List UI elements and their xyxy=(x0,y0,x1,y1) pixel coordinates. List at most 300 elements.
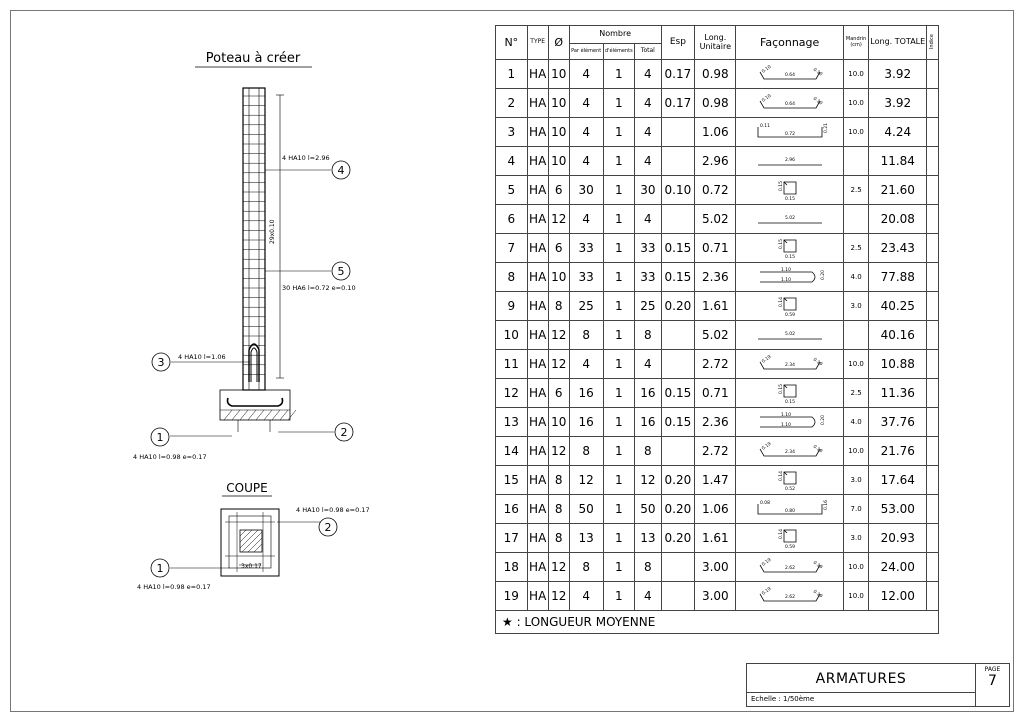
table-row xyxy=(496,292,939,321)
row-type: HA xyxy=(527,234,548,263)
header-mandrin: Mandrin (cm) xyxy=(843,26,868,60)
row-esp: 0.20 xyxy=(661,495,695,524)
table-row xyxy=(496,60,939,89)
label-bar-1: 4 HA10 l=0.98 e=0.17 xyxy=(133,453,207,461)
row-mandrin: 10.0 xyxy=(843,118,868,147)
row-nb-elements: 1 xyxy=(603,176,635,205)
svg-text:0.10: 0.10 xyxy=(760,64,773,75)
row-long-total: 4.24 xyxy=(869,118,927,147)
row-esp xyxy=(661,118,695,147)
row-long-unit: 0.72 xyxy=(695,176,736,205)
row-diameter: 6 xyxy=(548,379,569,408)
header-esp: Esp xyxy=(661,26,695,60)
svg-text:2.34: 2.34 xyxy=(784,450,795,455)
row-nb-elements: 1 xyxy=(603,466,635,495)
svg-text:2: 2 xyxy=(340,426,348,439)
table-row xyxy=(496,553,939,582)
row-long-unit: 0.98 xyxy=(695,89,736,118)
coupe-dimension: 3x0.17 xyxy=(241,563,262,570)
row-number: 2 xyxy=(496,89,528,118)
row-diameter: 10 xyxy=(548,60,569,89)
row-long-total: 12.00 xyxy=(869,582,927,611)
column-drawing xyxy=(0,0,480,724)
svg-text:0.14: 0.14 xyxy=(778,470,784,481)
row-esp: 0.15 xyxy=(661,234,695,263)
row-shape-diagram xyxy=(736,263,844,292)
row-long-total: 53.00 xyxy=(869,495,927,524)
row-total: 4 xyxy=(635,582,661,611)
row-total: 33 xyxy=(635,234,661,263)
table-row xyxy=(496,118,939,147)
row-number: 12 xyxy=(496,379,528,408)
row-diameter: 12 xyxy=(548,582,569,611)
row-number: 18 xyxy=(496,553,528,582)
row-diameter: 12 xyxy=(548,553,569,582)
svg-text:1.10: 1.10 xyxy=(780,268,791,273)
header-num: N° xyxy=(496,26,528,60)
row-indice xyxy=(927,263,939,292)
table-row xyxy=(496,524,939,553)
row-long-unit: 0.71 xyxy=(695,234,736,263)
row-total: 16 xyxy=(635,408,661,437)
svg-text:0.16: 0.16 xyxy=(823,499,829,510)
svg-text:0.19: 0.19 xyxy=(760,441,773,452)
row-number: 1 xyxy=(496,60,528,89)
row-diameter: 12 xyxy=(548,321,569,350)
row-long-total: 3.92 xyxy=(869,60,927,89)
svg-text:0.10: 0.10 xyxy=(760,93,773,104)
row-shape-diagram xyxy=(736,466,844,495)
row-total: 4 xyxy=(635,147,661,176)
row-diameter: 10 xyxy=(548,147,569,176)
header-diameter: Ø xyxy=(548,26,569,60)
row-diameter: 10 xyxy=(548,263,569,292)
row-esp: 0.17 xyxy=(661,89,695,118)
row-long-total: 17.64 xyxy=(869,466,927,495)
row-diameter: 8 xyxy=(548,524,569,553)
svg-text:0.59: 0.59 xyxy=(784,545,795,549)
row-long-unit: 2.36 xyxy=(695,263,736,292)
row-indice xyxy=(927,205,939,234)
svg-text:0.19: 0.19 xyxy=(811,560,823,571)
svg-text:0.19: 0.19 xyxy=(811,589,823,600)
svg-text:4: 4 xyxy=(337,164,345,177)
header-type: TYPE xyxy=(527,26,548,60)
row-type: HA xyxy=(527,350,548,379)
row-type: HA xyxy=(527,466,548,495)
row-indice xyxy=(927,60,939,89)
header-nombre: Nombre xyxy=(569,26,661,44)
row-esp xyxy=(661,437,695,466)
row-mandrin xyxy=(843,205,868,234)
marker-4 xyxy=(332,161,350,179)
svg-text:0.20: 0.20 xyxy=(820,414,826,425)
row-long-total: 10.88 xyxy=(869,350,927,379)
row-diameter: 8 xyxy=(548,466,569,495)
row-long-unit: 1.06 xyxy=(695,495,736,524)
coupe-marker-2 xyxy=(319,518,337,536)
row-nb-elements: 1 xyxy=(603,350,635,379)
svg-text:0.64: 0.64 xyxy=(784,73,795,78)
row-shape-diagram xyxy=(736,379,844,408)
row-par-element: 33 xyxy=(569,234,603,263)
svg-text:5.02: 5.02 xyxy=(784,216,795,221)
row-mandrin: 4.0 xyxy=(843,263,868,292)
svg-text:0.15: 0.15 xyxy=(778,180,784,191)
row-shape-diagram xyxy=(736,524,844,553)
svg-text:1: 1 xyxy=(156,431,164,444)
row-indice xyxy=(927,147,939,176)
row-par-element: 4 xyxy=(569,582,603,611)
row-nb-elements: 1 xyxy=(603,408,635,437)
row-type: HA xyxy=(527,321,548,350)
svg-text:0.15: 0.15 xyxy=(784,255,795,259)
row-shape-diagram xyxy=(736,147,844,176)
row-type: HA xyxy=(527,205,548,234)
row-shape-diagram xyxy=(736,234,844,263)
row-total: 8 xyxy=(635,553,661,582)
row-number: 15 xyxy=(496,466,528,495)
row-number: 16 xyxy=(496,495,528,524)
row-indice xyxy=(927,408,939,437)
coupe-label-1: 4 HA10 l=0.98 e=0.17 xyxy=(137,583,211,591)
svg-text:0.11: 0.11 xyxy=(759,124,770,129)
row-nb-elements: 1 xyxy=(603,437,635,466)
header-nb-elements: d'éléments xyxy=(603,44,635,60)
table-row xyxy=(496,350,939,379)
row-mandrin: 3.0 xyxy=(843,524,868,553)
row-par-element: 4 xyxy=(569,147,603,176)
row-number: 10 xyxy=(496,321,528,350)
svg-text:0.15: 0.15 xyxy=(778,238,784,249)
row-indice xyxy=(927,466,939,495)
row-nb-elements: 1 xyxy=(603,89,635,118)
row-par-element: 8 xyxy=(569,553,603,582)
row-par-element: 8 xyxy=(569,437,603,466)
row-shape-diagram xyxy=(736,350,844,379)
coupe-marker-1 xyxy=(151,559,169,577)
svg-text:0.19: 0.19 xyxy=(760,557,773,568)
row-mandrin: 10.0 xyxy=(843,60,868,89)
row-total: 12 xyxy=(635,466,661,495)
row-type: HA xyxy=(527,60,548,89)
marker-2 xyxy=(335,423,353,441)
row-par-element: 30 xyxy=(569,176,603,205)
row-type: HA xyxy=(527,176,548,205)
row-long-total: 11.36 xyxy=(869,379,927,408)
svg-text:2.34: 2.34 xyxy=(784,363,795,368)
row-mandrin: 10.0 xyxy=(843,437,868,466)
row-number: 3 xyxy=(496,118,528,147)
coupe-title: COUPE xyxy=(226,481,268,495)
svg-text:1.10: 1.10 xyxy=(780,278,791,283)
svg-text:0.10: 0.10 xyxy=(811,67,823,78)
label-bar-5: 30 HA6 l=0.72 e=0.10 xyxy=(282,284,356,292)
header-par-element: Par élément xyxy=(569,44,603,60)
table-row xyxy=(496,89,939,118)
sheet-title: ARMATURES xyxy=(746,663,976,693)
row-par-element: 16 xyxy=(569,408,603,437)
row-long-total: 11.84 xyxy=(869,147,927,176)
row-par-element: 33 xyxy=(569,263,603,292)
row-long-unit: 3.00 xyxy=(695,553,736,582)
row-mandrin: 2.5 xyxy=(843,176,868,205)
footer-note: ★ : LONGUEUR MOYENNE xyxy=(496,611,939,634)
row-type: HA xyxy=(527,379,548,408)
row-par-element: 4 xyxy=(569,89,603,118)
marker-3 xyxy=(152,353,170,371)
svg-text:1.10: 1.10 xyxy=(780,413,791,418)
row-long-unit: 0.71 xyxy=(695,379,736,408)
header-faconnage: Façonnage xyxy=(736,26,844,60)
row-esp xyxy=(661,582,695,611)
row-total: 4 xyxy=(635,205,661,234)
coupe-label-2: 4 HA10 l=0.98 e=0.17 xyxy=(296,506,370,514)
row-number: 13 xyxy=(496,408,528,437)
header-total: Total xyxy=(635,44,661,60)
svg-text:2.62: 2.62 xyxy=(784,595,795,600)
svg-text:0.10: 0.10 xyxy=(811,96,823,107)
label-bar-4: 4 HA10 l=2.96 xyxy=(282,154,330,162)
row-long-total: 3.92 xyxy=(869,89,927,118)
row-shape-diagram xyxy=(736,408,844,437)
svg-text:0.64: 0.64 xyxy=(784,102,795,107)
row-nb-elements: 1 xyxy=(603,263,635,292)
row-total: 4 xyxy=(635,89,661,118)
row-mandrin: 2.5 xyxy=(843,234,868,263)
row-diameter: 6 xyxy=(548,176,569,205)
row-par-element: 4 xyxy=(569,350,603,379)
row-mandrin: 10.0 xyxy=(843,582,868,611)
svg-text:0.19: 0.19 xyxy=(811,444,823,455)
row-number: 5 xyxy=(496,176,528,205)
row-nb-elements: 1 xyxy=(603,379,635,408)
row-esp: 0.15 xyxy=(661,263,695,292)
row-shape-diagram xyxy=(736,176,844,205)
dimension-label: 29x0.10 xyxy=(269,219,276,244)
row-mandrin xyxy=(843,321,868,350)
row-long-unit: 1.61 xyxy=(695,524,736,553)
row-indice xyxy=(927,524,939,553)
row-indice xyxy=(927,350,939,379)
svg-text:0.15: 0.15 xyxy=(784,197,795,201)
row-esp xyxy=(661,205,695,234)
svg-text:0.21: 0.21 xyxy=(823,122,829,133)
header-long-unit: Long. Unitaire xyxy=(695,26,736,60)
row-mandrin: 10.0 xyxy=(843,89,868,118)
row-long-unit: 1.06 xyxy=(695,118,736,147)
svg-text:0.52: 0.52 xyxy=(784,487,795,491)
table-row xyxy=(496,321,939,350)
row-mandrin: 7.0 xyxy=(843,495,868,524)
row-mandrin: 10.0 xyxy=(843,553,868,582)
row-type: HA xyxy=(527,118,548,147)
row-shape-diagram xyxy=(736,89,844,118)
row-esp: 0.15 xyxy=(661,379,695,408)
row-par-element: 4 xyxy=(569,118,603,147)
row-long-unit: 5.02 xyxy=(695,321,736,350)
row-esp: 0.20 xyxy=(661,292,695,321)
row-diameter: 8 xyxy=(548,495,569,524)
row-type: HA xyxy=(527,437,548,466)
svg-text:1: 1 xyxy=(156,562,164,575)
rebar-schedule-table xyxy=(495,25,939,634)
row-esp xyxy=(661,321,695,350)
svg-text:0.19: 0.19 xyxy=(760,354,773,365)
row-long-total: 21.60 xyxy=(869,176,927,205)
row-number: 4 xyxy=(496,147,528,176)
row-long-total: 23.43 xyxy=(869,234,927,263)
svg-text:2.62: 2.62 xyxy=(784,566,795,571)
svg-text:1.10: 1.10 xyxy=(780,423,791,428)
row-par-element: 4 xyxy=(569,205,603,234)
row-long-unit: 5.02 xyxy=(695,205,736,234)
row-diameter: 6 xyxy=(548,234,569,263)
row-type: HA xyxy=(527,89,548,118)
svg-text:0.14: 0.14 xyxy=(778,296,784,307)
row-shape-diagram xyxy=(736,118,844,147)
svg-text:5.02: 5.02 xyxy=(784,332,795,337)
row-type: HA xyxy=(527,408,548,437)
svg-text:0.14: 0.14 xyxy=(778,528,784,539)
row-total: 4 xyxy=(635,60,661,89)
svg-text:0.19: 0.19 xyxy=(811,357,823,368)
row-esp xyxy=(661,147,695,176)
row-diameter: 12 xyxy=(548,350,569,379)
marker-5 xyxy=(332,262,350,280)
row-number: 17 xyxy=(496,524,528,553)
page-box xyxy=(975,663,1010,707)
row-long-unit: 2.96 xyxy=(695,147,736,176)
row-diameter: 10 xyxy=(548,118,569,147)
row-par-element: 12 xyxy=(569,466,603,495)
row-esp: 0.20 xyxy=(661,466,695,495)
row-diameter: 10 xyxy=(548,408,569,437)
row-nb-elements: 1 xyxy=(603,582,635,611)
row-long-unit: 2.72 xyxy=(695,350,736,379)
row-indice xyxy=(927,321,939,350)
row-long-unit: 2.36 xyxy=(695,408,736,437)
svg-text:2.96: 2.96 xyxy=(784,158,795,163)
row-long-total: 20.08 xyxy=(869,205,927,234)
svg-text:0.59: 0.59 xyxy=(784,313,795,317)
row-number: 19 xyxy=(496,582,528,611)
row-nb-elements: 1 xyxy=(603,118,635,147)
row-mandrin: 3.0 xyxy=(843,466,868,495)
table-row xyxy=(496,234,939,263)
table-row xyxy=(496,408,939,437)
row-long-total: 77.88 xyxy=(869,263,927,292)
svg-text:5: 5 xyxy=(337,265,345,278)
row-mandrin: 10.0 xyxy=(843,350,868,379)
row-total: 4 xyxy=(635,118,661,147)
svg-text:3: 3 xyxy=(157,356,165,369)
row-total: 8 xyxy=(635,437,661,466)
row-par-element: 16 xyxy=(569,379,603,408)
row-type: HA xyxy=(527,292,548,321)
table-row xyxy=(496,437,939,466)
row-par-element: 4 xyxy=(569,60,603,89)
row-shape-diagram xyxy=(736,60,844,89)
row-total: 33 xyxy=(635,263,661,292)
row-nb-elements: 1 xyxy=(603,205,635,234)
svg-text:0.15: 0.15 xyxy=(778,383,784,394)
svg-text:0.08: 0.08 xyxy=(759,501,770,506)
svg-text:0.20: 0.20 xyxy=(820,269,826,280)
row-esp: 0.17 xyxy=(661,60,695,89)
row-number: 6 xyxy=(496,205,528,234)
row-shape-diagram xyxy=(736,292,844,321)
row-number: 8 xyxy=(496,263,528,292)
label-bar-3: 4 HA10 l=1.06 xyxy=(178,353,226,361)
marker-1 xyxy=(151,428,169,446)
row-esp xyxy=(661,553,695,582)
row-diameter: 12 xyxy=(548,437,569,466)
row-long-unit: 2.72 xyxy=(695,437,736,466)
table-row xyxy=(496,205,939,234)
row-indice xyxy=(927,582,939,611)
row-par-element: 25 xyxy=(569,292,603,321)
header-long-total: Long. TOTALE xyxy=(869,26,927,60)
drawing-title: Poteau à créer xyxy=(205,51,301,66)
row-esp: 0.10 xyxy=(661,176,695,205)
row-total: 25 xyxy=(635,292,661,321)
row-nb-elements: 1 xyxy=(603,234,635,263)
row-long-unit: 0.98 xyxy=(695,60,736,89)
row-long-total: 40.25 xyxy=(869,292,927,321)
svg-text:0.80: 0.80 xyxy=(784,509,795,514)
row-nb-elements: 1 xyxy=(603,495,635,524)
row-long-total: 24.00 xyxy=(869,553,927,582)
table-row xyxy=(496,466,939,495)
row-long-unit: 1.61 xyxy=(695,292,736,321)
row-nb-elements: 1 xyxy=(603,60,635,89)
svg-text:0.15: 0.15 xyxy=(784,400,795,404)
row-indice xyxy=(927,176,939,205)
row-total: 30 xyxy=(635,176,661,205)
row-par-element: 8 xyxy=(569,321,603,350)
row-type: HA xyxy=(527,263,548,292)
table-row xyxy=(496,147,939,176)
row-total: 16 xyxy=(635,379,661,408)
row-total: 8 xyxy=(635,321,661,350)
row-nb-elements: 1 xyxy=(603,524,635,553)
row-indice xyxy=(927,437,939,466)
row-type: HA xyxy=(527,582,548,611)
svg-text:0.72: 0.72 xyxy=(784,132,795,137)
row-total: 50 xyxy=(635,495,661,524)
row-diameter: 8 xyxy=(548,292,569,321)
row-shape-diagram xyxy=(736,437,844,466)
page-number: 7 xyxy=(988,673,997,689)
row-shape-diagram xyxy=(736,553,844,582)
row-number: 9 xyxy=(496,292,528,321)
row-number: 11 xyxy=(496,350,528,379)
row-nb-elements: 1 xyxy=(603,321,635,350)
row-number: 14 xyxy=(496,437,528,466)
svg-text:2: 2 xyxy=(324,521,332,534)
table-row xyxy=(496,495,939,524)
row-nb-elements: 1 xyxy=(603,292,635,321)
row-shape-diagram xyxy=(736,321,844,350)
row-nb-elements: 1 xyxy=(603,553,635,582)
row-indice xyxy=(927,234,939,263)
row-long-total: 37.76 xyxy=(869,408,927,437)
row-type: HA xyxy=(527,495,548,524)
row-mandrin: 4.0 xyxy=(843,408,868,437)
table-row xyxy=(496,263,939,292)
row-total: 4 xyxy=(635,350,661,379)
